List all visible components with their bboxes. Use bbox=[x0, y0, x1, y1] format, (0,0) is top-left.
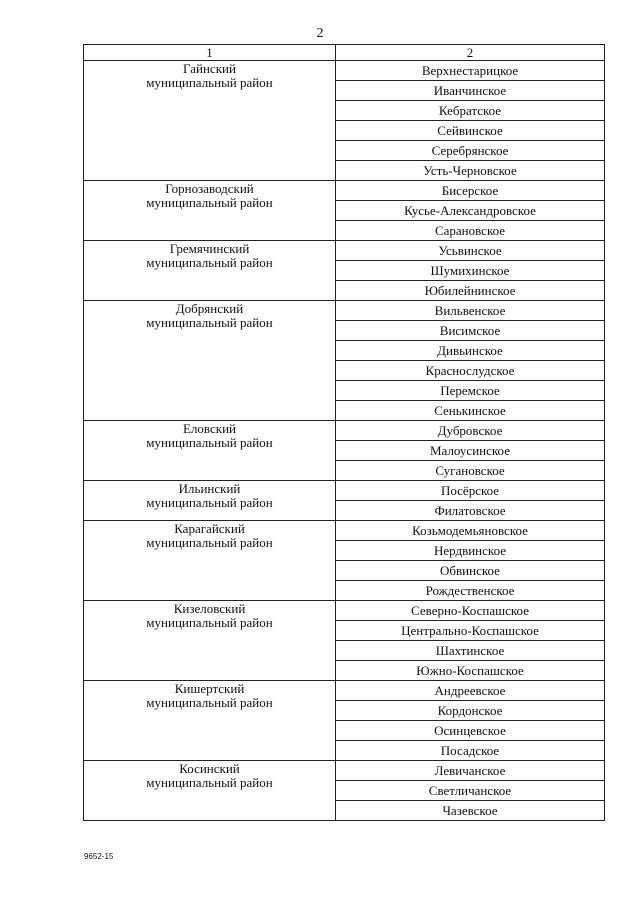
district-cell bbox=[84, 61, 336, 181]
settlement-cell: Усьвинское bbox=[336, 241, 605, 261]
column-header-1: 1 bbox=[84, 45, 336, 61]
settlement-cell: Козьмодемьяновское bbox=[336, 521, 605, 541]
district-name: Гайнский bbox=[183, 61, 236, 76]
settlement-cell: Посадское bbox=[336, 741, 605, 761]
district-type: муниципальный район bbox=[146, 695, 273, 710]
district-cell bbox=[84, 301, 336, 421]
district-type: муниципальный район bbox=[146, 75, 273, 90]
settlement-cell: Кусье-Александровское bbox=[336, 201, 605, 221]
settlement-cell: Шумихинское bbox=[336, 261, 605, 281]
district-type: муниципальный район bbox=[146, 255, 273, 270]
settlement-cell: Бисерское bbox=[336, 181, 605, 201]
settlement-cell: Светличанское bbox=[336, 781, 605, 801]
district-type: муниципальный район bbox=[146, 535, 273, 550]
table-row bbox=[84, 681, 605, 701]
district-cell bbox=[84, 601, 336, 681]
table-body bbox=[84, 61, 605, 821]
table-row bbox=[84, 421, 605, 441]
settlement-cell: Усть-Черновское bbox=[336, 161, 605, 181]
district-type: муниципальный район bbox=[146, 615, 273, 630]
settlement-cell: Сарановское bbox=[336, 221, 605, 241]
settlement-cell: Дубровское bbox=[336, 421, 605, 441]
settlement-cell: Осинцевское bbox=[336, 721, 605, 741]
settlement-cell: Рождественское bbox=[336, 581, 605, 601]
settlement-cell: Дивьинское bbox=[336, 341, 605, 361]
district-cell bbox=[84, 181, 336, 241]
district-type: муниципальный район bbox=[146, 435, 273, 450]
district-name: Еловский bbox=[183, 421, 236, 436]
table-row bbox=[84, 241, 605, 261]
table-row bbox=[84, 601, 605, 621]
table-row bbox=[84, 61, 605, 81]
table-row bbox=[84, 181, 605, 201]
district-cell bbox=[84, 241, 336, 301]
table-row bbox=[84, 521, 605, 541]
settlement-cell: Андреевское bbox=[336, 681, 605, 701]
district-type: муниципальный район bbox=[146, 195, 273, 210]
settlement-cell: Кебратское bbox=[336, 101, 605, 121]
settlement-cell: Центрально-Коспашское bbox=[336, 621, 605, 641]
settlement-cell: Малоусинское bbox=[336, 441, 605, 461]
table-header-row bbox=[84, 45, 605, 61]
table-row bbox=[84, 761, 605, 781]
settlement-cell: Краснослудское bbox=[336, 361, 605, 381]
settlement-cell: Северно-Коспашское bbox=[336, 601, 605, 621]
table-row bbox=[84, 301, 605, 321]
districts-table bbox=[83, 44, 605, 821]
settlement-cell: Юбилейнинское bbox=[336, 281, 605, 301]
settlement-cell: Южно-Коспашское bbox=[336, 661, 605, 681]
settlement-cell: Чазевское bbox=[336, 801, 605, 821]
district-type: муниципальный район bbox=[146, 495, 273, 510]
settlement-cell: Обвинское bbox=[336, 561, 605, 581]
settlement-cell: Сугановское bbox=[336, 461, 605, 481]
district-name: Ильинский bbox=[178, 481, 241, 496]
district-name: Косинский bbox=[179, 761, 240, 776]
district-cell bbox=[84, 521, 336, 601]
district-type: муниципальный район bbox=[146, 775, 273, 790]
district-cell bbox=[84, 481, 336, 521]
document-code: 9652-15 bbox=[84, 852, 114, 861]
district-cell bbox=[84, 681, 336, 761]
table-row bbox=[84, 481, 605, 501]
settlement-cell: Висимское bbox=[336, 321, 605, 341]
settlement-cell: Филатовское bbox=[336, 501, 605, 521]
settlement-cell: Посёрское bbox=[336, 481, 605, 501]
settlement-cell: Сейвинское bbox=[336, 121, 605, 141]
district-cell bbox=[84, 421, 336, 481]
settlement-cell: Верхнестарицкое bbox=[336, 61, 605, 81]
district-name: Гремячинский bbox=[169, 241, 250, 256]
column-header-2: 2 bbox=[336, 45, 605, 61]
district-name: Добрянский bbox=[175, 301, 244, 316]
settlement-cell: Сенькинское bbox=[336, 401, 605, 421]
district-type: муниципальный район bbox=[146, 315, 273, 330]
settlement-cell: Иванчинское bbox=[336, 81, 605, 101]
settlement-cell: Левичанское bbox=[336, 761, 605, 781]
settlement-cell: Кордонское bbox=[336, 701, 605, 721]
district-name: Горнозаводский bbox=[165, 181, 254, 196]
settlement-cell: Серебрянское bbox=[336, 141, 605, 161]
district-name: Карагайский bbox=[174, 521, 245, 536]
page-number: 2 bbox=[316, 26, 324, 41]
district-name: Кишертский bbox=[174, 681, 245, 696]
district-name: Кизеловский bbox=[173, 601, 246, 616]
settlement-cell: Шахтинское bbox=[336, 641, 605, 661]
settlement-cell: Вильвенское bbox=[336, 301, 605, 321]
settlement-cell: Нердвинское bbox=[336, 541, 605, 561]
settlement-cell: Перемское bbox=[336, 381, 605, 401]
district-cell bbox=[84, 761, 336, 821]
